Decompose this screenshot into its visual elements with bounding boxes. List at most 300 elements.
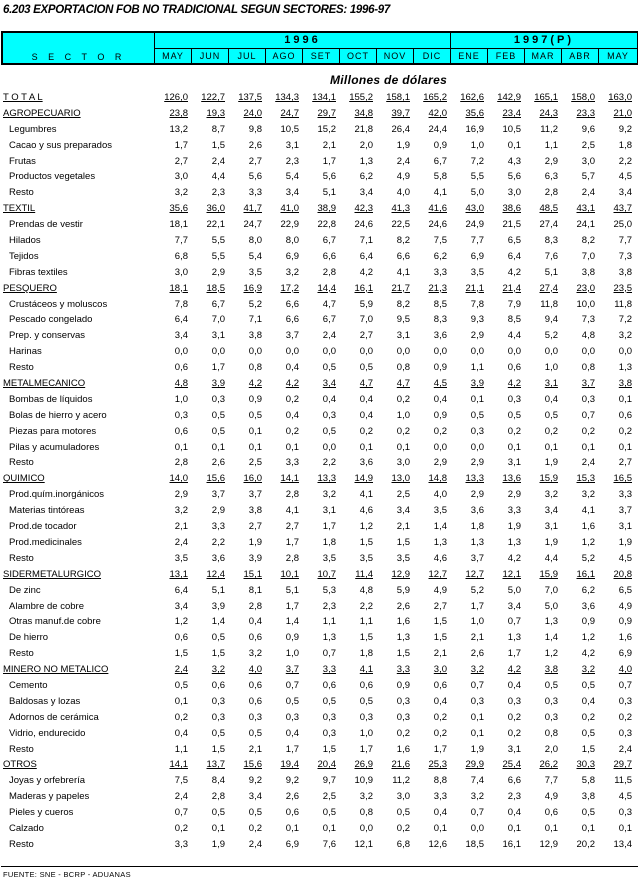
value-text: 0,1	[618, 822, 632, 834]
value-cell	[152, 680, 188, 691]
value-cell	[596, 394, 632, 405]
table-row	[0, 297, 639, 313]
row-label: Resto	[9, 552, 34, 564]
value-text: 3,2	[544, 489, 558, 501]
value-cell	[596, 696, 632, 707]
value-cell	[226, 728, 262, 739]
table-row	[0, 821, 639, 837]
value-text: 3,1	[211, 330, 225, 342]
value-text: 3,2	[470, 664, 484, 676]
value-cell	[448, 442, 484, 453]
value-cell	[374, 696, 410, 707]
sector-total-row	[0, 757, 639, 773]
value-text: 3,1	[618, 521, 632, 533]
value-cell	[522, 791, 558, 802]
value-text: 3,2	[285, 266, 299, 278]
value-cell	[374, 124, 410, 135]
row-label: T O T A L	[3, 92, 43, 103]
value-text: 3,5	[359, 552, 373, 564]
value-text: 2,2	[359, 600, 373, 612]
value-cell	[300, 362, 336, 373]
value-cell	[559, 823, 595, 834]
value-text: 2,4	[248, 838, 262, 850]
value-text: 7,8	[174, 298, 188, 310]
value-text: 2,6	[396, 600, 410, 612]
value-text: 21,3	[428, 282, 447, 294]
value-text: 3,1	[544, 378, 558, 390]
value-cell	[596, 346, 632, 357]
value-cell	[374, 457, 410, 468]
value-cell	[189, 156, 225, 167]
sector-total-row	[0, 471, 639, 487]
value-text: 0,1	[618, 393, 632, 405]
value-text: 7,3	[618, 250, 632, 262]
row-label: MINERO NO METALICO	[3, 664, 109, 676]
value-cell	[374, 92, 410, 103]
value-text: 1,6	[396, 616, 410, 628]
value-cell	[226, 426, 262, 437]
value-text: 0,1	[174, 441, 188, 453]
month-header: NOV	[377, 49, 414, 63]
value-text: 3,9	[470, 378, 484, 390]
value-text: 22,5	[391, 219, 410, 231]
value-text: 11,5	[614, 775, 632, 787]
value-text: 0,1	[507, 822, 521, 834]
value-cell	[485, 156, 521, 167]
value-cell	[559, 394, 595, 405]
value-cell	[448, 759, 484, 770]
value-text: 5,9	[359, 298, 373, 310]
value-text: 4,7	[396, 378, 410, 390]
table-row	[0, 710, 639, 726]
value-cell	[448, 601, 484, 612]
value-text: 0,2	[285, 393, 299, 405]
value-cell	[263, 553, 299, 564]
value-text: 4,5	[433, 378, 447, 390]
value-text: 137,5	[238, 92, 262, 103]
value-cell	[522, 156, 558, 167]
value-text: 2,6	[211, 457, 225, 469]
value-text: 2,0	[359, 139, 373, 151]
value-cell	[559, 632, 595, 643]
value-cell	[300, 569, 336, 580]
value-cell	[448, 457, 484, 468]
value-text: 3,2	[470, 791, 484, 803]
value-cell	[337, 314, 373, 325]
value-cell	[152, 442, 188, 453]
value-text: 43,1	[576, 203, 595, 215]
value-cell	[522, 92, 558, 103]
value-cell	[374, 521, 410, 532]
value-text: 10,0	[576, 298, 595, 310]
value-text: 2,6	[248, 139, 262, 151]
value-text: 0,5	[507, 409, 521, 421]
value-cell	[337, 759, 373, 770]
value-cell	[189, 283, 225, 294]
value-text: 26,9	[354, 759, 373, 771]
value-cell	[300, 759, 336, 770]
value-text: 0,3	[285, 711, 299, 723]
value-text: 3,8	[618, 266, 632, 278]
value-cell	[226, 267, 262, 278]
value-text: 8,2	[581, 235, 595, 247]
value-cell	[485, 171, 521, 182]
value-text: 1,0	[285, 648, 299, 660]
value-cell	[559, 108, 595, 119]
value-cell	[300, 489, 336, 500]
value-text: 0,5	[544, 409, 558, 421]
value-text: 1,6	[618, 632, 632, 644]
table-row	[0, 630, 639, 646]
value-text: 6,5	[507, 235, 521, 247]
value-cell	[226, 235, 262, 246]
value-text: 13,3	[317, 473, 336, 485]
row-label: Prep. y conservas	[9, 330, 86, 342]
value-cell	[411, 410, 447, 421]
value-text: 5,6	[248, 171, 262, 183]
value-cell	[522, 410, 558, 421]
value-cell	[226, 362, 262, 373]
value-cell	[152, 775, 188, 786]
value-text: 13,0	[391, 473, 410, 485]
value-cell	[189, 124, 225, 135]
value-text: 14,9	[354, 473, 373, 485]
value-cell	[337, 505, 373, 516]
value-cell	[300, 632, 336, 643]
value-cell	[522, 203, 558, 214]
value-text: 35,6	[169, 203, 188, 215]
value-text: 23,5	[613, 282, 632, 294]
value-text: 24,7	[280, 107, 299, 119]
value-cell	[189, 648, 225, 659]
value-cell	[226, 569, 262, 580]
value-cell	[300, 235, 336, 246]
value-text: 2,2	[211, 536, 225, 548]
value-text: 3,4	[618, 187, 632, 199]
value-cell	[559, 426, 595, 437]
value-text: 0,3	[581, 393, 595, 405]
table-row	[0, 789, 639, 805]
table-row	[0, 138, 639, 154]
value-cell	[596, 823, 632, 834]
value-cell	[189, 759, 225, 770]
value-text: 3,6	[359, 457, 373, 469]
value-cell	[337, 728, 373, 739]
value-cell	[152, 156, 188, 167]
value-text: 24,4	[428, 123, 447, 135]
value-text: 0,3	[359, 711, 373, 723]
value-cell	[411, 140, 447, 151]
value-text: 3,7	[618, 505, 632, 517]
value-cell	[485, 664, 521, 675]
value-cell	[374, 171, 410, 182]
source-note: FUENTE: SNE - BCRP - ADUANAS	[3, 870, 131, 879]
value-text: 5,1	[322, 187, 336, 199]
value-cell	[337, 410, 373, 421]
value-text: 1,5	[396, 536, 410, 548]
value-text: 0,6	[544, 807, 558, 819]
value-cell	[596, 744, 632, 755]
value-cell	[448, 744, 484, 755]
value-cell	[152, 251, 188, 262]
value-cell	[226, 378, 262, 389]
row-label: Resto	[9, 457, 34, 469]
value-cell	[448, 283, 484, 294]
value-text: 0,0	[470, 822, 484, 834]
value-text: 16,1	[502, 838, 521, 850]
value-text: 1,0	[174, 393, 188, 405]
value-text: 24,6	[354, 219, 373, 231]
value-text: 48,5	[539, 203, 558, 215]
value-text: 0,1	[507, 139, 521, 151]
value-cell	[300, 267, 336, 278]
value-cell	[485, 601, 521, 612]
value-text: 0,9	[433, 362, 447, 374]
value-cell	[263, 362, 299, 373]
value-text: 23,8	[169, 107, 188, 119]
value-cell	[152, 394, 188, 405]
value-cell	[559, 124, 595, 135]
value-text: 3,1	[396, 330, 410, 342]
value-cell	[337, 330, 373, 341]
table-row	[0, 805, 639, 821]
value-cell	[485, 648, 521, 659]
table-row	[0, 154, 639, 170]
value-cell	[189, 314, 225, 325]
value-text: 20,2	[576, 838, 595, 850]
value-cell	[337, 124, 373, 135]
value-text: 4,5	[618, 791, 632, 803]
value-text: 25,3	[428, 759, 447, 771]
value-text: 3,4	[507, 600, 521, 612]
value-cell	[337, 346, 373, 357]
value-cell	[263, 330, 299, 341]
value-text: 2,2	[618, 155, 632, 167]
value-cell	[189, 251, 225, 262]
value-cell	[485, 378, 521, 389]
value-text: 0,0	[322, 441, 336, 453]
value-text: 2,4	[581, 187, 595, 199]
value-cell	[374, 314, 410, 325]
value-cell	[189, 92, 225, 103]
value-text: 0,4	[285, 727, 299, 739]
value-cell	[189, 537, 225, 548]
value-cell	[152, 537, 188, 548]
row-label: SIDERMETALURGICO	[3, 568, 102, 580]
value-cell	[596, 330, 632, 341]
value-text: 1,6	[396, 743, 410, 755]
row-label: TEXTIL	[3, 203, 36, 215]
table-body	[0, 90, 639, 853]
value-cell	[337, 442, 373, 453]
value-text: 18,1	[169, 282, 188, 294]
value-text: 0,8	[581, 362, 595, 374]
value-text: 16,9	[465, 123, 484, 135]
value-cell	[485, 505, 521, 516]
value-text: 3,7	[211, 489, 225, 501]
value-cell	[300, 775, 336, 786]
row-label: Prendas de vestir	[9, 219, 83, 231]
value-text: 10,1	[280, 568, 299, 580]
value-cell	[300, 187, 336, 198]
value-cell	[152, 219, 188, 230]
value-text: 0,0	[285, 346, 299, 358]
value-text: 7,3	[581, 314, 595, 326]
value-text: 0,4	[507, 807, 521, 819]
value-cell	[522, 219, 558, 230]
value-cell	[337, 807, 373, 818]
value-text: 0,6	[507, 362, 521, 374]
row-label: Adornos de cerámica	[9, 711, 99, 723]
table-row	[0, 535, 639, 551]
value-text: 0,5	[396, 807, 410, 819]
value-text: 22,8	[317, 219, 336, 231]
value-text: 0,0	[248, 346, 262, 358]
value-text: 5,6	[322, 171, 336, 183]
value-cell	[596, 632, 632, 643]
value-text: 30,3	[576, 759, 595, 771]
value-cell	[300, 283, 336, 294]
value-text: 6,4	[507, 250, 521, 262]
value-text: 0,3	[507, 393, 521, 405]
value-text: 0,5	[248, 409, 262, 421]
value-text: 3,2	[322, 489, 336, 501]
value-text: 2,4	[174, 664, 188, 676]
value-text: 4,1	[285, 505, 299, 517]
value-cell	[152, 330, 188, 341]
value-cell	[263, 648, 299, 659]
value-cell	[189, 378, 225, 389]
value-text: 0,1	[174, 695, 188, 707]
value-text: 26,4	[391, 123, 410, 135]
value-text: 0,3	[248, 711, 262, 723]
value-cell	[226, 299, 262, 310]
value-text: 0,1	[248, 441, 262, 453]
row-label: Resto	[9, 743, 34, 755]
value-cell	[559, 362, 595, 373]
value-cell	[152, 807, 188, 818]
value-text: 0,5	[581, 727, 595, 739]
value-cell	[189, 601, 225, 612]
value-text: 4,8	[359, 584, 373, 596]
table-title: 6.203 EXPORTACION FOB NO TRADICIONAL SEGUN SECTORES: 1996-97	[3, 4, 390, 16]
value-text: 15,9	[539, 473, 558, 485]
value-cell	[411, 489, 447, 500]
value-cell	[189, 616, 225, 627]
value-cell	[522, 426, 558, 437]
value-text: 2,1	[322, 139, 336, 151]
value-text: 1,7	[211, 362, 225, 374]
value-cell	[300, 156, 336, 167]
value-cell	[374, 823, 410, 834]
value-cell	[448, 664, 484, 675]
value-cell	[263, 187, 299, 198]
table-row	[0, 122, 639, 138]
value-text: 3,3	[618, 489, 632, 501]
value-cell	[263, 219, 299, 230]
value-cell	[411, 267, 447, 278]
value-cell	[152, 346, 188, 357]
value-cell	[448, 410, 484, 421]
value-cell	[337, 299, 373, 310]
value-text: 0,1	[322, 822, 336, 834]
value-text: 0,0	[211, 346, 225, 358]
value-cell	[448, 775, 484, 786]
value-cell	[559, 92, 595, 103]
value-text: 7,6	[322, 838, 336, 850]
value-cell	[411, 473, 447, 484]
value-cell	[559, 696, 595, 707]
value-cell	[559, 759, 595, 770]
value-text: 9,2	[285, 775, 299, 787]
value-cell	[300, 537, 336, 548]
value-cell	[152, 632, 188, 643]
value-cell	[226, 473, 262, 484]
value-cell	[559, 728, 595, 739]
value-text: 6,6	[285, 314, 299, 326]
value-cell	[337, 187, 373, 198]
value-cell	[596, 92, 632, 103]
value-cell	[152, 728, 188, 739]
value-cell	[263, 759, 299, 770]
value-text: 14,0	[169, 473, 188, 485]
value-cell	[411, 203, 447, 214]
value-cell	[226, 457, 262, 468]
value-cell	[189, 807, 225, 818]
value-cell	[485, 124, 521, 135]
value-cell	[411, 712, 447, 723]
value-cell	[559, 299, 595, 310]
value-text: 4,0	[396, 187, 410, 199]
value-text: 0,6	[248, 679, 262, 691]
value-cell	[596, 251, 632, 262]
value-text: 3,7	[470, 552, 484, 564]
value-cell	[337, 601, 373, 612]
value-cell	[300, 823, 336, 834]
value-cell	[485, 585, 521, 596]
value-cell	[522, 140, 558, 151]
value-text: 0,3	[544, 695, 558, 707]
value-cell	[411, 648, 447, 659]
value-text: 3,8	[248, 330, 262, 342]
value-cell	[596, 775, 632, 786]
value-text: 4,0	[248, 664, 262, 676]
value-cell	[448, 505, 484, 516]
value-text: 163,0	[608, 92, 632, 103]
sector-total-row	[0, 662, 639, 678]
value-text: 7,4	[470, 775, 484, 787]
value-cell	[596, 505, 632, 516]
value-cell	[263, 442, 299, 453]
value-cell	[226, 346, 262, 357]
value-cell	[485, 680, 521, 691]
value-cell	[411, 601, 447, 612]
value-cell	[189, 171, 225, 182]
value-text: 3,0	[433, 664, 447, 676]
value-text: 2,5	[581, 139, 595, 151]
row-label: Joyas y orfebrería	[9, 775, 86, 787]
value-cell	[226, 791, 262, 802]
value-cell	[448, 108, 484, 119]
value-cell	[263, 696, 299, 707]
value-cell	[559, 569, 595, 580]
value-cell	[559, 314, 595, 325]
value-text: 0,5	[359, 695, 373, 707]
value-text: 6,4	[174, 584, 188, 596]
value-text: 1,5	[359, 632, 373, 644]
value-text: 1,9	[507, 521, 521, 533]
value-text: 0,5	[285, 695, 299, 707]
